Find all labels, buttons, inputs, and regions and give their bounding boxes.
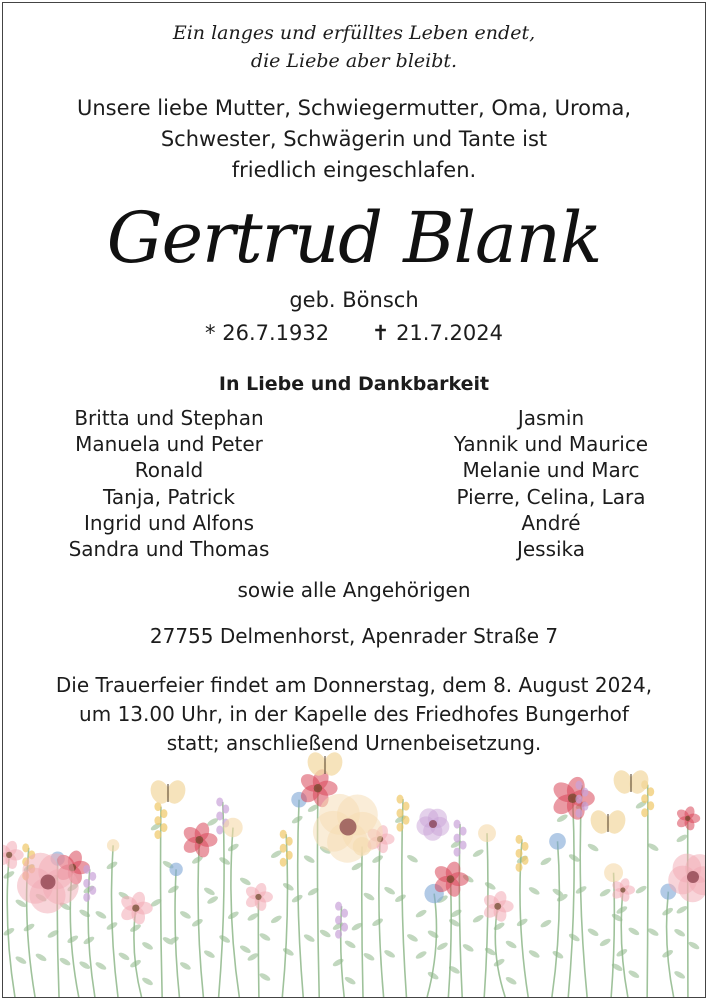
leaf [167,884,180,895]
motto-line: die Liebe aber bleibt. [3,47,705,75]
mourner-entry: Sandra und Thomas [19,536,319,562]
leaf [587,927,600,938]
intro-line: friedlich eingeschlafen. [3,155,705,186]
leaf [303,854,316,865]
leaf [647,927,660,938]
butterfly [587,808,628,837]
leaf [129,923,142,934]
leaf [427,929,440,940]
bud [280,858,287,867]
bud [641,794,648,803]
leaf [66,934,79,945]
leaf [282,947,295,958]
leaf [472,848,485,859]
wildflower-meadow-illustration [3,752,705,997]
funeral-line: um 13.00 Uhr, in der Kapelle des Friedhofes Bungerhof [3,700,705,729]
bud [522,842,529,851]
bud [454,820,461,829]
birth-name: geb. Bönsch [3,286,705,314]
leaf [528,949,541,960]
bud [83,865,90,874]
flower-stem [448,879,451,997]
leaf [568,932,581,943]
flower-center [685,816,690,821]
bud [83,879,90,888]
leaf [505,939,518,950]
leaf [206,895,219,906]
leaf [332,957,345,968]
flower-stem [258,897,259,997]
flower-stem [362,846,363,997]
mourner-entry: Manuela und Peter [19,431,319,457]
mourner-entry: Pierre, Celina, Lara [401,484,701,510]
bud [280,844,287,853]
life-dates [3,318,705,348]
bud [575,781,582,790]
poppy-center [340,819,357,836]
flower-head [549,833,566,850]
leaf [493,957,506,968]
mourner-entry: Ronald [19,457,319,483]
leaf [539,918,552,929]
flower-head [223,818,242,837]
leaf [94,961,107,972]
leaf [246,952,259,963]
bud [160,823,167,832]
leaf [319,928,332,939]
flower-center [620,887,625,892]
flower-stem [552,841,559,997]
flower-stem [379,839,384,997]
deceased-name: Gertrud Blank [3,193,705,283]
bud [454,834,461,843]
bud [216,825,223,834]
flower-stem [621,890,628,997]
leaf [218,934,231,945]
butterfly [147,778,188,807]
leaf [246,912,259,923]
leaf [282,882,295,893]
bud [154,830,161,839]
leaf [394,893,407,904]
flower-stem [198,840,203,997]
leaf [406,853,419,864]
mourner-entry: André [401,510,701,536]
leaf [415,908,428,919]
bud [154,816,161,825]
funeral-details [3,671,705,758]
leaf [59,956,72,967]
flower-stem [667,892,674,997]
leaf [291,814,304,825]
leaf [191,918,204,929]
bud [341,923,348,932]
mourner-entry: Britta und Stephan [19,405,319,431]
mourner-entry: Jessika [401,536,701,562]
leaf [117,951,130,962]
leaf [227,910,240,921]
bud [222,804,229,813]
bud [280,830,287,839]
bud [647,787,654,796]
bud [160,809,167,818]
leaf [258,932,271,943]
address: 27755 Delmenhorst, Apenrader Straße 7 [3,622,705,650]
mourners-right-column [401,405,701,562]
leaf [3,926,15,937]
leaf [635,884,648,895]
leaf [14,955,27,966]
leaf [673,970,686,981]
dedication: In Liebe und Dankbarkeit [3,370,705,398]
leaf [539,856,552,867]
bud [396,795,403,804]
leaf [493,921,506,932]
leaf [35,952,48,963]
flower-head [107,839,119,851]
leaf [528,886,541,897]
leaf [462,943,475,954]
flower-head [169,863,182,876]
flower-center [6,852,12,858]
flower-center [132,904,139,911]
leaf [3,870,15,881]
flower-head [478,824,496,842]
leaf [78,908,91,919]
leaf [371,917,384,928]
bud [335,930,342,939]
leaf [239,876,252,887]
leaf [516,917,529,928]
flower-center [494,903,501,910]
poppy-center [687,871,699,883]
leaf [363,952,376,963]
poppy-center [429,820,437,828]
leaf [371,854,384,865]
mourner-entry: Jasmin [401,405,701,431]
leaf [673,927,686,938]
leaf [258,972,271,983]
bud [516,863,523,872]
bud [581,802,588,811]
intro-text [3,93,705,186]
leaf [484,946,497,957]
relatives-line: sowie alle Angehörigen [3,576,705,604]
leaf [78,960,91,971]
bud [341,909,348,918]
leaf [627,926,640,937]
bud [216,797,223,806]
bud [516,849,523,858]
bud [89,872,96,881]
leaf [505,975,518,986]
flower-stem [568,798,574,997]
poppy-center [41,875,56,890]
leaf [484,881,497,892]
leaf [599,937,612,948]
bud [286,837,293,846]
leaf [203,886,216,897]
motto [3,19,705,75]
motto-line: Ein langes und erfülltes Leben endet, [3,19,705,47]
bud [83,893,90,902]
leaf [270,914,283,925]
birth-date: * 26.7.1932 [205,318,329,348]
flower-stem [647,785,648,997]
flower-stem [427,894,436,997]
leaf [675,833,688,844]
bud [575,809,582,818]
leaf [179,910,192,921]
leaf [179,961,192,972]
flower-center [447,875,455,883]
bud [575,795,582,804]
obituary-notice [2,2,706,998]
death-date: ✝ 21.7.2024 [372,318,503,348]
bud [396,823,403,832]
leaf [599,887,612,898]
funeral-line: statt; anschließend Urnenbeisetzung. [3,729,705,758]
bud [454,848,461,857]
bud [335,902,342,911]
bud [89,886,96,895]
bud [522,856,529,865]
bud [216,811,223,820]
leaf [587,842,600,853]
flower-center [314,784,322,792]
leaf [675,905,688,916]
leaf [23,922,36,933]
bud [402,802,409,811]
leaf [383,949,396,960]
mourner-entry: Tanja, Patrick [19,484,319,510]
leaf [94,910,107,921]
leaf [472,913,485,924]
leaf [436,941,449,952]
mourner-entry: Ingrid und Alfons [19,510,319,536]
flower-center [255,894,261,900]
leaf [687,940,700,951]
flower-head [604,863,623,882]
leaf [227,842,240,853]
mourner-entry: Melanie und Marc [401,457,701,483]
leaf [627,969,640,980]
bud [335,916,342,925]
flower-center [195,836,203,844]
leaf [141,941,154,952]
bud [402,816,409,825]
butterfly [610,768,651,797]
intro-line: Unsere liebe Mutter, Schwiegermutter, Oma, Uroma, [3,93,705,124]
leaf [203,949,216,960]
bud [641,808,648,817]
bud [460,841,467,850]
funeral-line: Die Trauerfeier findet am Donnerstag, dem 8. August 2024, [3,671,705,700]
leaf [406,933,419,944]
bud [581,788,588,797]
bud [647,801,654,810]
bud [286,851,293,860]
leaf [239,944,252,955]
bud [22,843,29,852]
leaf [344,975,357,986]
leaf [303,933,316,944]
bud [516,835,523,844]
leaf [141,976,154,987]
leaf [383,885,396,896]
leaf [344,939,357,950]
leaf [551,949,564,960]
intro-line: Schwester, Schwägerin und Tante ist [3,124,705,155]
leaf [363,891,376,902]
flower-stem [112,845,118,997]
leaf [556,813,569,824]
mourners-left-column [19,405,319,562]
leaf [415,950,428,961]
bud [396,809,403,818]
bud [460,827,467,836]
mourner-entry: Yannik und Maurice [401,431,701,457]
